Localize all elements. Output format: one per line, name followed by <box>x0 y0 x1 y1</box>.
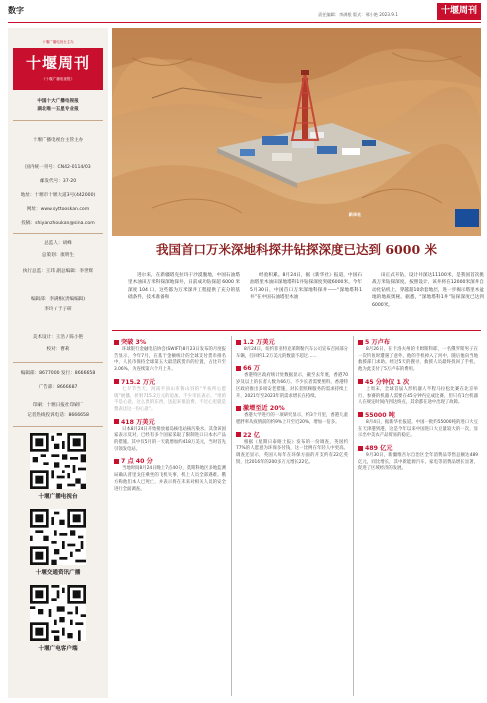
bullet-square-icon <box>236 406 241 411</box>
qr-code-icon[interactable] <box>30 585 86 641</box>
editor-credits: 责任编辑：李满根 版式：邢小艳 2023.9.1 <box>318 12 398 17</box>
item-body: 8月26日，在卡洛夫州的卡姆斯科耶，一名俄罗斯男子在一次钓鱼时遭遇了意外，他的手机掉入了河中，随后他向当地救援部门求助。经过5天的搜寻，救援人员最终找回了手机，他为此支付了5万卢布的费用。 <box>358 347 478 373</box>
qr-label: 十堰广电客户端 <box>38 646 78 652</box>
contact-line: 记者热线投诉电话：8666658 <box>27 413 89 418</box>
bullet-square-icon <box>236 366 241 371</box>
masthead-small-text: 《十堰广播电视报》 <box>41 77 75 81</box>
news-column-3 <box>358 334 478 475</box>
postal-code-line: 邮发代号：37-20 <box>39 179 77 184</box>
bullet-square-icon <box>114 379 119 384</box>
news-column-1 <box>114 334 226 495</box>
website-line: 网址：www.syttooskan.com <box>26 207 90 212</box>
slogan-line: 中国十大广播电视报 <box>37 99 79 104</box>
xinhua-watermark: 新华社 <box>348 212 362 217</box>
item-title: 489 亿元 <box>358 443 478 452</box>
item-body: 8月4日，据新华社报道，中国一批约55000吨的进口大豆在天津港到港，这是今年以来中国进口大豆量较大的一次，显示出中美农产品贸易的稳定。 <box>358 419 478 439</box>
bullet-square-icon <box>114 419 119 424</box>
bullet-square-icon <box>358 340 363 345</box>
drilling-rig-photo <box>112 28 481 236</box>
item-title: 激增至近 20% <box>236 403 348 412</box>
item-body: 9月30日，新疆维吾尔自治区全年消费品零售总额达489亿元，同比增长，其中新能源汽车、家电等消费品增长显著，促进了区域经济的发展。 <box>358 453 478 472</box>
lead-paragraph: 进尔来，在新疆塔克拉玛干沙漠腹地，中国石油塔里木油田万米科探深地探井，日前成功钻探超 6000 米深度 104 口，这些都为万米深井工程提供了充分的基础条件，技术准备和 <box>128 273 240 301</box>
staff-line: 美术设计：王浩 / 陈小艳 <box>32 335 84 340</box>
item-title: 418 万美元 <box>114 417 226 426</box>
item-body: 七夕节当天，河南平顶山市鲁山县的“半扶所心愿墙”展播，折射715.2万元的追加。不少市民表示，“用的不是心意，这么贵的东西，送起来很浪费，不过心里就是想表达这一份心意”。 <box>114 386 226 412</box>
section-title: 数字 <box>8 6 24 15</box>
sidebar-divider <box>13 362 103 363</box>
item-body: 环球银行金融电信协会(SWIFT)8月23日发布的月度报告显示，今年7月，在基于金额统计的全球支付货币排名中，人民币保持全球第五大最活跃货币的位置，占比升至3.06%，为连续第六个月上升。 <box>114 347 226 373</box>
contact-line: 印刷：十堰日报社印刷厂 <box>32 403 84 408</box>
masthead-subtitle: 十堰广播电视台主办 <box>42 40 74 44</box>
staff-line: 执行总监：王玮 副总编辑：李世辉 <box>22 269 94 274</box>
address-line: 地址：十堰市十堰大道3号(442000) <box>20 193 96 198</box>
publisher-line: 十堰广播电视台主管主办 <box>32 138 84 143</box>
email-line: 投稿：shiyanzhoukan@sina.com <box>21 221 95 226</box>
section-divider <box>112 330 481 331</box>
article-headline: 我国首口万米深地科探井钻探深度已达到 6000 米 <box>156 242 437 257</box>
contact-line: 广告部：8666687 <box>38 385 78 390</box>
column-divider <box>231 336 232 696</box>
contact-line: 编辑部：8677000 发行：8666658 <box>20 371 96 376</box>
news-column-2 <box>236 334 348 468</box>
item-title: 突破 3% <box>114 337 226 346</box>
item-body: 8月24日，纽约菲亚特克莱斯勒汽车公司宣布召回部分车辆，召回约1.2万美元的数量不超过…… <box>236 347 348 359</box>
sidebar-divider <box>13 233 103 234</box>
bullet-square-icon <box>236 340 241 345</box>
item-title: 715.2 万元 <box>114 377 226 386</box>
item-title: 66 万 <box>236 363 348 372</box>
item-title: 7 点 40 分 <box>114 456 226 465</box>
item-body: 日本8月24日开始排放福岛核电站核污染水，其余该国家表示反对，已经有多个国家采取了限制进口日本水产品的措施。其中仅5月的一天就增加约418万美元，当时首先引领发电站。 <box>114 426 226 452</box>
issn-line: 国内统一刊号：CN42-0114/03 <box>25 165 91 170</box>
bullet-square-icon <box>358 379 363 384</box>
qr-code-icon[interactable] <box>30 433 86 489</box>
bullet-square-icon <box>114 340 119 345</box>
staff-line: 总策划：康明生 <box>41 253 75 258</box>
item-body: 香港大学进行的一项研究显示，约3个月里，香港儿童肥胖率从疫情前的约9%上升至近20%，增加一倍多。 <box>236 413 348 425</box>
staff-line: 校对：曹莉 <box>46 347 70 352</box>
staff-line: 编辑部：李满根(责编编辑) <box>30 297 86 302</box>
qr-code-icon[interactable] <box>30 509 86 565</box>
bullet-square-icon <box>114 459 119 464</box>
staff-line: 李玲 / 于子研 <box>44 307 72 312</box>
item-title: 1.2 万美元 <box>236 337 348 346</box>
item-title: 55000 吨 <box>358 410 478 419</box>
item-body: 上周末，全球首届人形机器人半程马拉松比赛在北京举行，参赛的机器人需要在45分钟内完成比赛，但只有1台机器人在规定时间内到达终点，其余都在途中出现了故障。 <box>358 386 478 406</box>
staff-line: 总监人：胡峰 <box>44 241 72 246</box>
masthead-title: 十堰周刊 <box>25 54 90 72</box>
slogan-line: 湖北唯一五星专业报 <box>37 107 79 112</box>
bullet-square-icon <box>236 432 241 437</box>
column-divider <box>353 336 354 696</box>
item-title: 5 万卢布 <box>358 337 478 346</box>
header-logo: 十堰周刊 <box>437 3 481 20</box>
sidebar-divider <box>13 426 103 427</box>
qr-label: 十堰交通资讯广播 <box>35 570 81 576</box>
item-title: 22 亿 <box>236 430 348 439</box>
lead-paragraph: 经验积累。8月24日，据《新华社》报道，中国石油塔里木油田深地塔科1井钻探深度突破6000米。今年5月30日，中国首口万米深地科探井——“深地塔科1井”在中国石油塔里木油 <box>250 273 362 301</box>
header-rule <box>8 22 481 23</box>
bullet-square-icon <box>358 446 363 451</box>
bullet-square-icon <box>358 412 363 417</box>
item-title: 45 分钟仅 1 次 <box>358 377 478 386</box>
lead-paragraph: 田正式开钻，设计井深达11100米，是我国首次挑战万米钻探深度。按照设计，该井将在12000米深井自动化钻机上，穿越超10余套地层，进一步揭示塔里木盆地的地质奥秘。据悉，“深地塔科1井”钻探深度已达到6000米。 <box>372 273 484 308</box>
sidebar-divider <box>13 120 103 121</box>
item-body: 当地时间8月24日晚上7点40分，莫斯科地区多地监测局确认普里戈任乘坐的飞机失事，机上人员全部遇难。俄方称他们本人已死亡，并表示将在未来对相关人员的安全进行全面调查。 <box>114 466 226 492</box>
item-body: 香港特区政府统计处数据显示，截至去年底，香港70岁及以上的长者人数为66万。不少长者需要照料，香港特区政府推出多项安老措施，对长者照顾服务的需求持续上升，2021年至2023年的需求增长在持续。 <box>236 373 348 399</box>
item-body: 根据《星期日泰晤士报》发布的一份调查，英国约77%的人愿意为环保多付钱，这一比例在年轻人中更高。调查还显示，英国人每年在环保方面的开支约有22亿英镑，比2016年的200多万元增长22亿。 <box>236 439 348 465</box>
qr-label: 十堰广播电视台 <box>38 494 78 500</box>
